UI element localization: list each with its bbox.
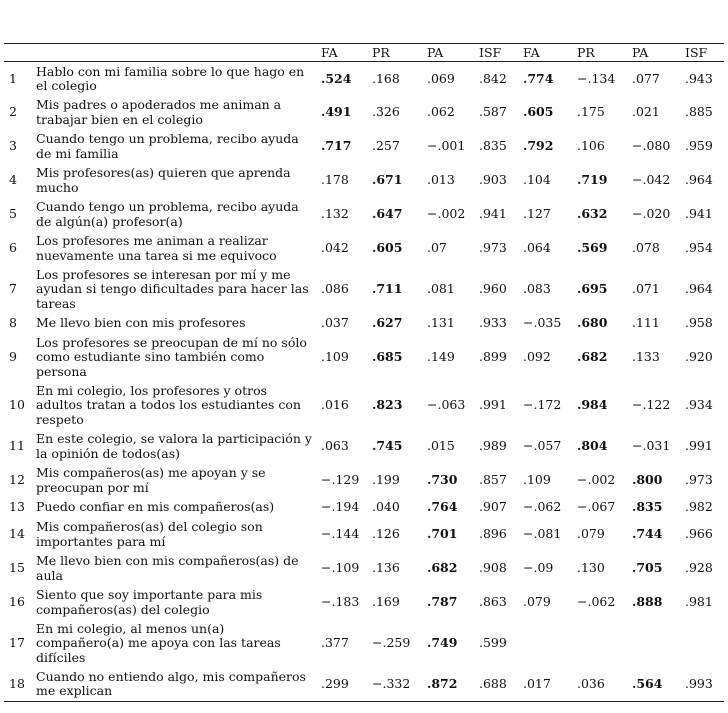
loading-pr-2: .106 xyxy=(577,138,605,154)
item-text: Mis compañeros(as) del colegio son importantes para mí xyxy=(36,519,263,549)
loading-pa-1: .081 xyxy=(427,281,455,297)
item-text: Me llevo bien con mis compañeros(as) de aula xyxy=(36,553,299,583)
loading-isf-2: .943 xyxy=(685,70,713,86)
table-row xyxy=(4,620,724,668)
loading-fa-1: .037 xyxy=(321,315,349,331)
loading-fa-2: .605 xyxy=(523,104,554,120)
item-number: 9 xyxy=(9,349,17,365)
loading-pr-1: .169 xyxy=(372,594,400,610)
loading-pr-1: .627 xyxy=(372,315,403,331)
table-row xyxy=(4,164,724,198)
loading-isf-1: .991 xyxy=(479,397,507,413)
table-row xyxy=(4,232,724,266)
loading-fa-1: .524 xyxy=(321,70,352,86)
item-text: Cuando tengo un problema, recibo ayuda de mi familia xyxy=(36,131,299,161)
loading-pa-1: .015 xyxy=(427,438,455,454)
loading-isf-1: .933 xyxy=(479,315,507,331)
loading-pa-2: .888 xyxy=(632,594,663,610)
loading-fa-2: .017 xyxy=(520,668,574,702)
item-text: Mis compañeros(as) me apoyan y se preocupan por mí xyxy=(36,465,266,495)
loading-pa-2: −.122 xyxy=(632,397,671,413)
loading-pa-2: .133 xyxy=(632,349,660,365)
table-row xyxy=(4,96,724,130)
loading-fa-1: −.109 xyxy=(321,560,360,576)
loading-pa-1: .749 xyxy=(427,635,458,651)
loading-isf-1: .835 xyxy=(479,138,507,154)
item-text: Mis profesores(as) quieren que aprenda mucho xyxy=(36,165,291,195)
loading-pr-2: .680 xyxy=(577,315,608,331)
loading-pr-2: −.002 xyxy=(577,472,616,488)
loading-fa-2: −.057 xyxy=(523,438,562,454)
factor-loadings-table xyxy=(4,43,724,702)
loading-pa-1: .701 xyxy=(427,526,458,542)
loading-fa-2: .083 xyxy=(523,281,551,297)
header-fa-2: FA xyxy=(520,44,574,62)
loading-fa-1: −.194 xyxy=(321,499,360,515)
loading-fa-2: .127 xyxy=(523,206,551,222)
item-number: 5 xyxy=(9,206,17,222)
loading-pa-2: .111 xyxy=(632,315,660,331)
item-text: En mi colegio, al menos un(a) compañero(a) me apoya con las tareas difíciles xyxy=(36,621,281,665)
item-number: 1 xyxy=(9,70,17,86)
header-isf-2: ISF xyxy=(682,44,724,62)
loading-isf-2: .966 xyxy=(685,526,713,542)
loading-isf-1: .903 xyxy=(479,172,507,188)
header-pa-2: PA xyxy=(629,44,682,62)
item-text: Cuando no entiendo algo, mis compañeros me explican xyxy=(36,668,318,702)
table-row xyxy=(4,586,724,620)
table-row xyxy=(4,334,724,382)
loading-pa-1: .013 xyxy=(427,172,455,188)
item-text: Cuando tengo un problema, recibo ayuda de algún(a) profesor(a) xyxy=(36,199,299,229)
loading-fa-1: −.183 xyxy=(321,594,360,610)
loading-pr-1: .745 xyxy=(372,438,403,454)
loading-pr-2: .695 xyxy=(577,281,608,297)
loading-pr-2 xyxy=(574,620,629,668)
loading-pa-2: .800 xyxy=(632,472,663,488)
loading-isf-2: .981 xyxy=(685,594,713,610)
loading-pr-2: .130 xyxy=(577,560,605,576)
item-number: 13 xyxy=(9,499,25,515)
item-text: En este colegio, se valora la participación y la opinión de todos(as) xyxy=(36,431,312,461)
loading-isf-2: .964 xyxy=(685,281,713,297)
item-text: Mis padres o apoderados me animan a trabajar bien en el colegio xyxy=(36,97,282,127)
loading-fa-2: .109 xyxy=(523,472,551,488)
item-number: 16 xyxy=(9,594,25,610)
loading-pr-2: −.062 xyxy=(577,594,616,610)
loading-fa-1: .042 xyxy=(321,240,349,256)
loading-pr-1: .168 xyxy=(372,70,400,86)
loading-fa-2 xyxy=(520,620,574,668)
loading-fa-2: .104 xyxy=(523,172,551,188)
table-header xyxy=(4,44,724,62)
item-text: Los profesores me animan a realizar nuevamente una tarea si me equivoco xyxy=(36,233,277,263)
loading-pr-2: .719 xyxy=(577,172,608,188)
loading-pa-2: .705 xyxy=(632,560,663,576)
item-number: 6 xyxy=(9,240,17,256)
header-pr-2: PR xyxy=(574,44,629,62)
loading-pa-2 xyxy=(629,620,682,668)
loading-isf-2: .973 xyxy=(685,472,713,488)
loading-fa-2: .079 xyxy=(523,594,551,610)
loading-pa-1: .149 xyxy=(427,349,455,365)
loading-isf-1: .863 xyxy=(479,594,507,610)
loading-pr-1: .647 xyxy=(372,206,403,222)
loading-isf-2: .982 xyxy=(685,499,713,515)
header-pa-1: PA xyxy=(424,44,476,62)
table-row xyxy=(4,518,724,552)
loading-isf-2: .993 xyxy=(682,668,724,702)
table-row xyxy=(4,130,724,164)
loading-pr-2: −.067 xyxy=(577,499,616,515)
loading-pa-1: .07 xyxy=(427,240,447,256)
loading-pa-2: .744 xyxy=(632,526,663,542)
loading-fa-2: .064 xyxy=(523,240,551,256)
table-row xyxy=(4,668,724,702)
loading-fa-2: −.172 xyxy=(523,397,562,413)
loading-fa-1: .299 xyxy=(318,668,369,702)
item-number: 3 xyxy=(9,138,17,154)
loading-fa-1: .016 xyxy=(321,397,349,413)
loading-pa-1: −.001 xyxy=(427,138,466,154)
loading-pa-1: −.063 xyxy=(427,397,466,413)
table-row xyxy=(4,382,724,430)
loading-pr-2: .079 xyxy=(577,526,605,542)
loading-fa-2: .092 xyxy=(523,349,551,365)
loading-isf-2: .934 xyxy=(685,397,713,413)
loading-isf-1: .908 xyxy=(479,560,507,576)
loading-fa-2: .792 xyxy=(523,138,554,154)
loading-pr-1: −.259 xyxy=(372,635,411,651)
loading-isf-2: .928 xyxy=(685,560,713,576)
loading-pa-1: .682 xyxy=(427,560,458,576)
table-row xyxy=(4,198,724,232)
table-row xyxy=(4,498,724,518)
loading-isf-2: .958 xyxy=(685,315,713,331)
loading-isf-1: .857 xyxy=(479,472,507,488)
loading-pa-1: .872 xyxy=(424,668,476,702)
loading-isf-1: .989 xyxy=(479,438,507,454)
loading-pr-1: .671 xyxy=(372,172,403,188)
loading-pr-2: .569 xyxy=(577,240,608,256)
item-text: Los profesores se preocupan de mí no sólo como estudiante sino también como persona xyxy=(36,335,307,379)
loading-pa-2: .071 xyxy=(632,281,660,297)
table-row xyxy=(4,266,724,314)
loading-pa-2: .077 xyxy=(632,70,660,86)
loading-isf-1: .896 xyxy=(479,526,507,542)
header-item-number xyxy=(4,44,36,62)
item-number: 15 xyxy=(9,560,25,576)
table-body xyxy=(4,62,724,702)
loading-fa-2: .774 xyxy=(523,70,554,86)
loading-isf-1: .907 xyxy=(479,499,507,515)
header-item-text xyxy=(36,44,318,62)
item-number: 18 xyxy=(4,668,36,702)
loading-fa-2: −.09 xyxy=(523,560,554,576)
loading-fa-2: −.062 xyxy=(523,499,562,515)
loading-isf-1: .688 xyxy=(476,668,520,702)
table-row xyxy=(4,552,724,586)
loading-isf-2: .941 xyxy=(685,206,713,222)
loading-isf-1: .899 xyxy=(479,349,507,365)
loading-fa-2: −.035 xyxy=(523,315,562,331)
loading-isf-2: .964 xyxy=(685,172,713,188)
loading-fa-1: .086 xyxy=(321,281,349,297)
item-text: En mi colegio, los profesores y otros adultos tratan a todos los estudiantes con respeto xyxy=(36,383,301,427)
loading-pr-2: .682 xyxy=(577,349,608,365)
loading-fa-1: .109 xyxy=(321,349,349,365)
header-isf-1: ISF xyxy=(476,44,520,62)
loading-pr-1: .199 xyxy=(372,472,400,488)
loading-pa-2: −.020 xyxy=(632,206,671,222)
loading-pr-1: .823 xyxy=(372,397,403,413)
loading-isf-1: .941 xyxy=(479,206,507,222)
item-number: 11 xyxy=(9,438,25,454)
header-row xyxy=(4,44,724,62)
loading-isf-2: .954 xyxy=(685,240,713,256)
loading-fa-1: .377 xyxy=(321,635,349,651)
loading-isf-1: .587 xyxy=(479,104,507,120)
item-text: Puedo confiar en mis compañeros(as) xyxy=(36,499,275,515)
loading-isf-2: .991 xyxy=(685,438,713,454)
loading-pa-1: .730 xyxy=(427,472,458,488)
item-text: Siento que soy importante para mis compañeros(as) del colegio xyxy=(36,587,263,617)
loading-pr-1: −.332 xyxy=(369,668,424,702)
loading-pa-2: −.031 xyxy=(632,438,671,454)
item-number: 17 xyxy=(9,635,25,651)
loading-pa-1: .787 xyxy=(427,594,458,610)
loading-fa-1: .717 xyxy=(321,138,352,154)
loading-pa-1: .131 xyxy=(427,315,455,331)
loading-isf-2: .885 xyxy=(685,104,713,120)
item-number: 4 xyxy=(9,172,17,188)
header-fa-1: FA xyxy=(318,44,369,62)
loading-fa-1: .178 xyxy=(321,172,349,188)
item-number: 8 xyxy=(9,315,17,331)
loading-isf-2: .959 xyxy=(685,138,713,154)
table-row xyxy=(4,62,724,96)
loading-isf-1: .960 xyxy=(479,281,507,297)
loading-fa-1: .132 xyxy=(321,206,349,222)
loading-isf-1: .842 xyxy=(479,70,507,86)
item-text: Los profesores se interesan por mí y me ayudan si tengo dificultades para hacer las tareas xyxy=(36,267,309,311)
loading-pr-1: .126 xyxy=(372,526,400,542)
header-pr-1: PR xyxy=(369,44,424,62)
loading-pa-1: .069 xyxy=(427,70,455,86)
loading-isf-2: .920 xyxy=(685,349,713,365)
table-row xyxy=(4,464,724,498)
item-number: 10 xyxy=(9,397,25,413)
loading-pr-2: .175 xyxy=(577,104,605,120)
table-row xyxy=(4,314,724,334)
loading-pr-1: .605 xyxy=(372,240,403,256)
loading-pa-2: −.042 xyxy=(632,172,671,188)
loading-fa-2: −.081 xyxy=(523,526,562,542)
item-number: 7 xyxy=(9,281,17,297)
item-number: 14 xyxy=(9,526,25,542)
loading-pr-2: .036 xyxy=(574,668,629,702)
loading-pr-1: .257 xyxy=(372,138,400,154)
loading-pa-2: −.080 xyxy=(632,138,671,154)
loading-pr-1: .040 xyxy=(372,499,400,515)
loading-pa-1: −.002 xyxy=(427,206,466,222)
item-number: 12 xyxy=(9,472,25,488)
loading-pa-2: .021 xyxy=(632,104,660,120)
loading-pa-2: .564 xyxy=(629,668,682,702)
table-row xyxy=(4,430,724,464)
loading-fa-1: −.129 xyxy=(321,472,360,488)
item-number: 2 xyxy=(9,104,17,120)
loading-pr-2: .984 xyxy=(577,397,608,413)
loading-pr-1: .136 xyxy=(372,560,400,576)
loading-isf-2 xyxy=(682,620,724,668)
loading-pr-2: .804 xyxy=(577,438,608,454)
loading-pr-1: .326 xyxy=(372,104,400,120)
loading-pa-2: .078 xyxy=(632,240,660,256)
loading-fa-1: −.144 xyxy=(321,526,360,542)
loading-pa-1: .764 xyxy=(427,499,458,515)
loading-pr-1: .711 xyxy=(372,281,403,297)
loading-pa-1: .062 xyxy=(427,104,455,120)
item-text: Hablo con mi familia sobre lo que hago en el colegio xyxy=(36,63,305,93)
loading-isf-1: .599 xyxy=(479,635,507,651)
loading-pa-2: .835 xyxy=(632,499,663,515)
loading-pr-2: .632 xyxy=(577,206,608,222)
loading-fa-1: .063 xyxy=(321,438,349,454)
loading-pr-2: −.134 xyxy=(577,70,616,86)
loading-fa-1: .491 xyxy=(321,104,352,120)
loading-isf-1: .973 xyxy=(479,240,507,256)
item-text: Me llevo bien con mis profesores xyxy=(36,315,246,331)
loading-pr-1: .685 xyxy=(372,349,403,365)
